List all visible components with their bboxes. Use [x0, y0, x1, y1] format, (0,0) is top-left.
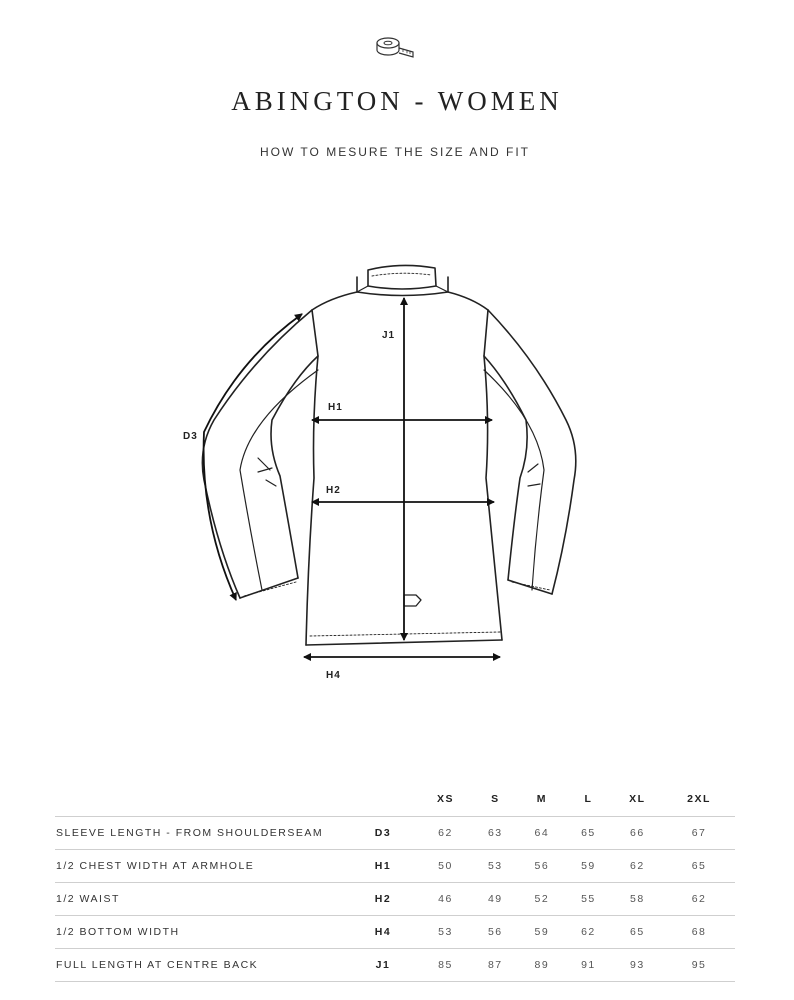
measurement-code: H1: [347, 850, 419, 883]
measurement-value: 64: [519, 817, 566, 850]
measurement-value: 50: [419, 850, 472, 883]
measurement-value: 62: [419, 817, 472, 850]
label-h4: H4: [326, 670, 341, 681]
measurement-value: 46: [419, 883, 472, 916]
page-subtitle: HOW TO MESURE THE SIZE AND FIT: [259, 145, 531, 159]
size-chart-table: [55, 782, 735, 982]
size-header: L: [565, 782, 612, 817]
measurement-code: H2: [347, 883, 419, 916]
measurement-value: 53: [472, 850, 519, 883]
measurement-value: 62: [663, 883, 735, 916]
measurement-code: D3: [347, 817, 419, 850]
table-row: [55, 949, 735, 982]
label-h1: H1: [328, 402, 343, 413]
size-header: S: [472, 782, 519, 817]
measurement-value: 62: [565, 916, 612, 949]
measurement-value: 55: [565, 883, 612, 916]
measurement-description: 1/2 BOTTOM WIDTH: [55, 916, 347, 949]
measurement-arrows: [204, 298, 500, 657]
label-d3: D3: [183, 431, 198, 442]
size-header-row: [55, 782, 735, 817]
measurement-description: FULL LENGTH AT CENTRE BACK: [55, 949, 347, 982]
measurement-value: 58: [612, 883, 663, 916]
measurement-value: 65: [663, 850, 735, 883]
label-j1: J1: [382, 330, 396, 341]
measurement-value: 95: [663, 949, 735, 982]
measurement-value: 63: [472, 817, 519, 850]
measurement-value: 56: [472, 916, 519, 949]
measurement-value: 53: [419, 916, 472, 949]
table-row: [55, 817, 735, 850]
size-header: 2XL: [663, 782, 735, 817]
measurement-description: 1/2 WAIST: [55, 883, 347, 916]
measurement-value: 93: [612, 949, 663, 982]
measurement-value: 56: [519, 850, 566, 883]
table-row: [55, 883, 735, 916]
measurement-value: 59: [565, 850, 612, 883]
d3-arrow: [204, 314, 302, 600]
measurement-value: 49: [472, 883, 519, 916]
measurement-value: 66: [612, 817, 663, 850]
size-header: XS: [419, 782, 472, 817]
measurement-value: 65: [565, 817, 612, 850]
measurement-value: 68: [663, 916, 735, 949]
measurement-code: J1: [347, 949, 419, 982]
measurement-value: 67: [663, 817, 735, 850]
measurement-description: SLEEVE LENGTH - FROM SHOULDERSEAM: [55, 817, 347, 850]
measurement-value: 62: [612, 850, 663, 883]
table-row: [55, 850, 735, 883]
size-header: M: [519, 782, 566, 817]
measurement-description: 1/2 CHEST WIDTH AT ARMHOLE: [55, 850, 347, 883]
measurement-value: 59: [519, 916, 566, 949]
measurement-value: 87: [472, 949, 519, 982]
garment-measurement-diagram: [0, 180, 794, 720]
table-row: [55, 916, 735, 949]
measurement-value: 91: [565, 949, 612, 982]
measurement-value: 65: [612, 916, 663, 949]
measurement-value: 52: [519, 883, 566, 916]
measurement-value: 85: [419, 949, 472, 982]
measuring-tape-icon: [372, 34, 416, 60]
page-title: ABINGTON - WOMEN: [231, 86, 563, 116]
size-header: XL: [612, 782, 663, 817]
jacket-outline: [202, 265, 575, 645]
measurement-value: 89: [519, 949, 566, 982]
label-h2: H2: [326, 485, 341, 496]
measurement-code: H4: [347, 916, 419, 949]
